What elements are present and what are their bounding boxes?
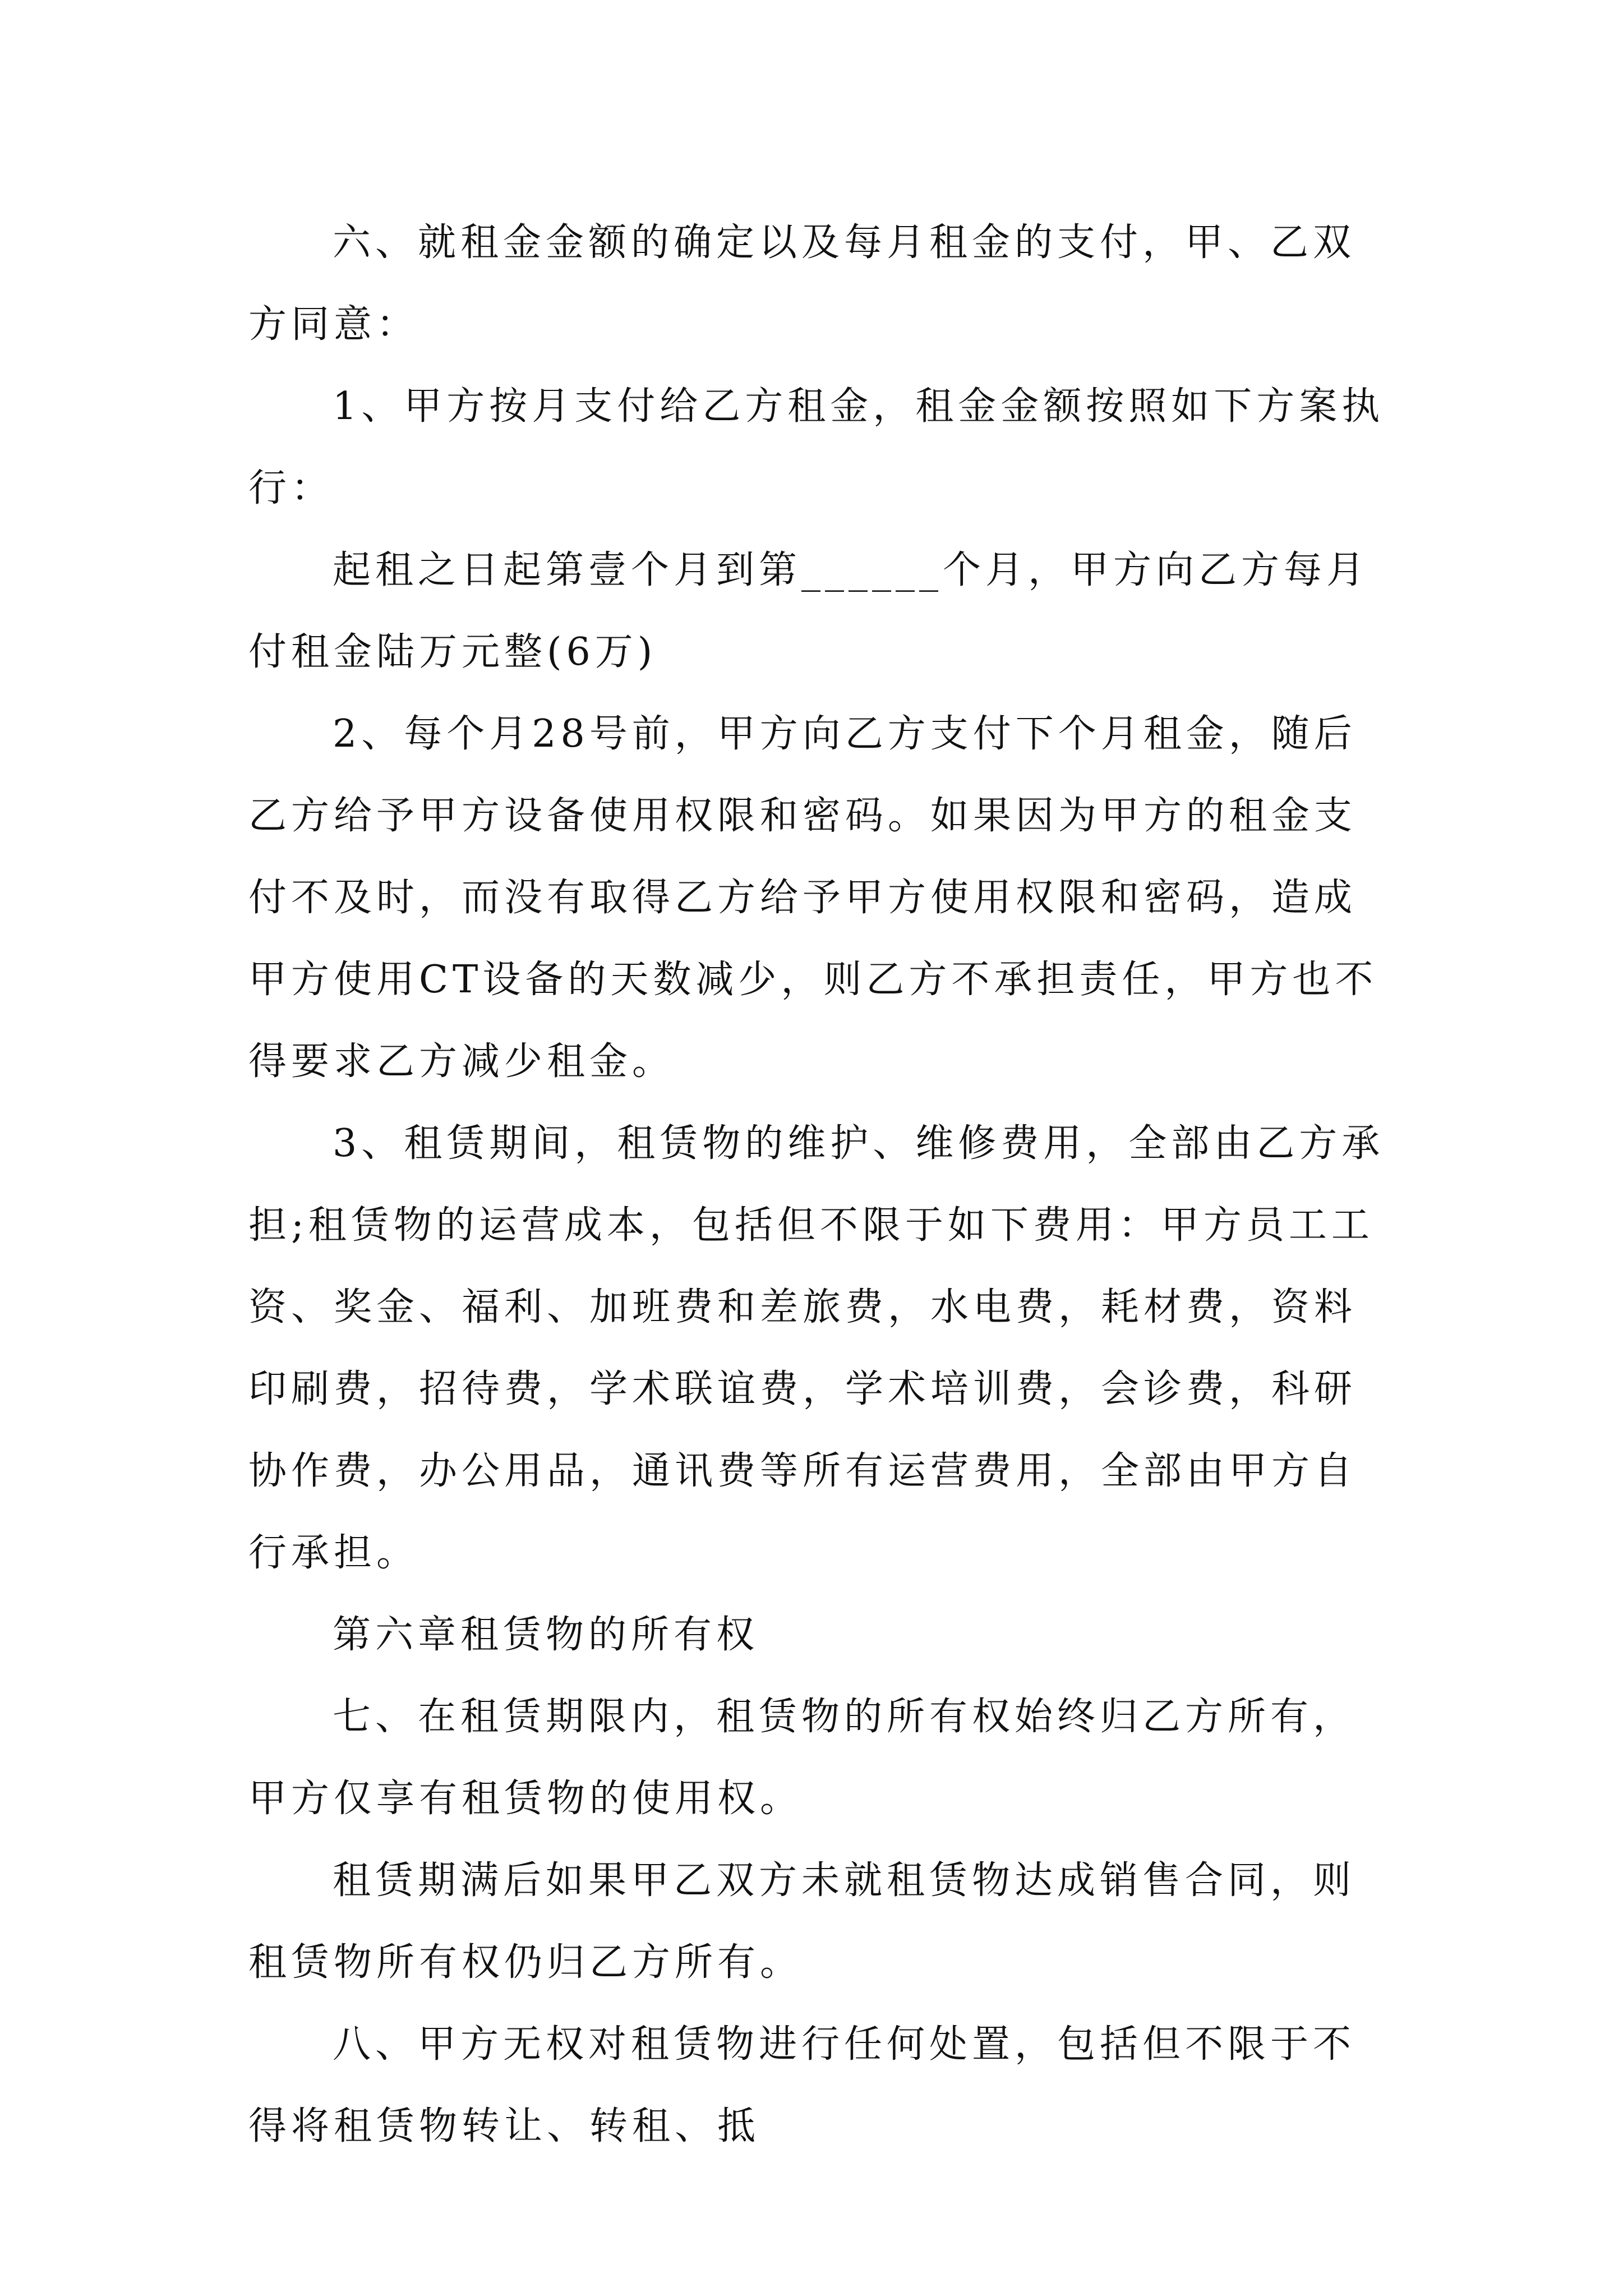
paragraph-payment-deadline: 2、每个月28号前，甲方向乙方支付下个月租金，随后乙方给予甲方设备使用权限和密码。如果因为甲方的租金支付不及时，而没有取得乙方给予甲方使用权限和密码，造成甲方使用CT设备的天数减少，则乙方不承担责任，甲方也不得要求乙方减少租金。 xyxy=(248,712,1378,1084)
paragraph-disposal-restriction: 八、甲方无权对租赁物进行任何处置，包括但不限于不得将租赁物转让、转租、抵 xyxy=(248,2022,1356,2148)
paragraph-ownership-after-lease: 租赁期满后如果甲乙双方未就租赁物达成销售合同，则租赁物所有权仍归乙方所有。 xyxy=(248,1858,1356,1985)
paragraph-monthly-payment: 1、甲方按月支付给乙方租金，租金金额按照如下方案执行： xyxy=(248,384,1385,510)
paragraph-ownership-during-lease: 七、在租赁期限内，租赁物的所有权始终归乙方所有，甲方仅享有租赁物的使用权。 xyxy=(248,1695,1356,1821)
paragraph-maintenance-costs: 3、租赁期间，租赁物的维护、维修费用，全部由乙方承担;租赁物的运营成本，包括但不限于如下费用：甲方员工工资、奖金、福利、加班费和差旅费，水电费，耗材费，资料印刷费，招待费，学术联谊费，学术培训费，会诊费，科研协作费，办公用品，通讯费等所有运营费用，全部由甲方自行承担。 xyxy=(248,1121,1385,1575)
document-body xyxy=(248,202,1393,2168)
paragraph-rent-amount-heading: 六、就租金金额的确定以及每月租金的支付，甲、乙双方同意： xyxy=(248,220,1356,347)
paragraph-rent-schedule: 起租之日起第壹个月到第______个月，甲方向乙方每月付租金陆万元整(6万) xyxy=(248,548,1370,674)
chapter-heading-ownership: 第六章租赁物的所有权 xyxy=(333,1613,759,1657)
